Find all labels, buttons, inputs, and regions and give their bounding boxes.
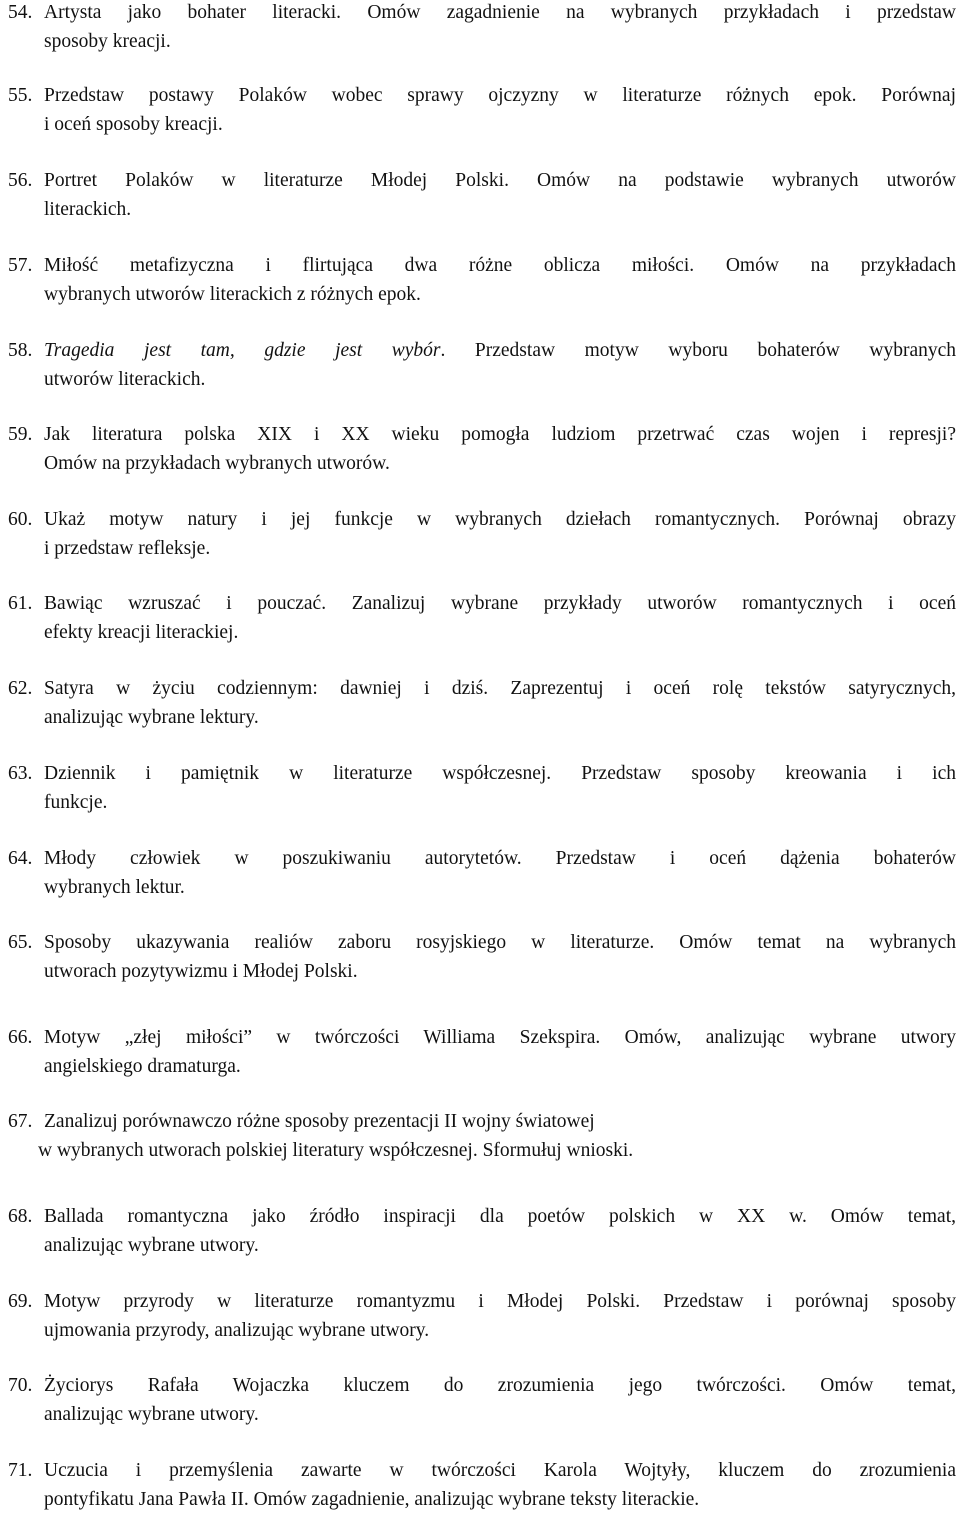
topic-number: 55. [8,85,33,106]
topic-number: 61. [8,593,33,614]
topic-item-69 [8,1288,956,1345]
topic-text-line: . Przedstaw motyw wyboru bohaterów wybranych [440,340,956,361]
topic-text-line: angielskiego dramaturga. [44,1055,241,1077]
topic-italic-quote: Tragedia jest tam, gdzie jest wybór [44,340,441,361]
topic-text-line: analizując wybrane lektury. [44,706,259,728]
topic-text-line: i przedstaw refleksje. [44,537,211,559]
topic-text-line: sposoby kreacji. [44,30,171,52]
topic-text-line: efekty kreacji literackiej. [44,621,239,643]
topic-text-line: Ballada romantyczna jako źródło inspiracji dla poetów polskich w XX w. Omów temat, [44,1206,956,1227]
topic-number: 54. [8,2,33,23]
topic-number: 58. [8,340,33,361]
topic-text-line: Motyw przyrody w literaturze romantyzmu i Młodej Polski. Przedstaw i porównaj sposoby [44,1291,956,1312]
topic-item-57 [8,252,956,309]
topic-text-line: Sposoby ukazywania realiów zaboru rosyjskiego w literaturze. Omów temat na wybranych [44,932,956,953]
topic-text-line: analizując wybrane utwory. [44,1234,259,1256]
topic-text-line: Artysta jako bohater literacki. Omów zagadnienie na wybranych przykładach i przedstaw [44,2,956,23]
topic-item-65 [8,929,956,986]
topic-text-line: Motyw „złej miłości” w twórczości Williama Szekspira. Omów, analizując wybrane utwory [44,1027,956,1048]
topic-text-line: Satyra w życiu codziennym: dawniej i dziś. Zaprezentuj i oceń rolę tekstów satyrycznych, [44,678,956,699]
topic-number: 71. [8,1460,33,1481]
topic-text-line: Zanalizuj porównawczo różne sposoby prezentacji II wojny światowej [44,1111,595,1132]
topic-number: 67. [8,1111,33,1132]
topic-item-63 [8,760,956,817]
topic-text-line: w wybranych utworach polskiej literatury współczesnej. Sformułuj wnioski. [38,1139,634,1161]
topic-item-70 [8,1372,956,1429]
topic-item-66 [8,1024,956,1081]
topic-text-line: i oceń sposoby kreacji. [44,113,223,135]
topic-text-line: Życiorys Rafała Wojaczka kluczem do zrozumienia jego twórczości. Omów temat, [44,1375,956,1396]
topic-text-line: Przedstaw postawy Polaków wobec sprawy ojczyzny w literaturze różnych epok. Porównaj [44,85,956,106]
topic-number: 70. [8,1375,33,1396]
topic-number: 65. [8,932,33,953]
topic-text-line: funkcje. [44,791,108,813]
topic-text-line: Dziennik i pamiętnik w literaturze współczesnej. Przedstaw sposoby kreowania i ich [44,763,956,784]
topic-text-line: Miłość metafizyczna i flirtująca dwa różne oblicza miłości. Omów na przykładach [44,255,956,276]
topic-item-64 [8,845,956,902]
topic-text-line: analizując wybrane utwory. [44,1403,259,1425]
topic-text-line: Portret Polaków w literaturze Młodej Polski. Omów na podstawie wybranych utworów [44,170,956,191]
topic-number: 68. [8,1206,33,1227]
topic-item-61 [8,590,956,647]
topic-text-line: wybranych utworów literackich z różnych epok. [44,283,421,305]
topic-number: 60. [8,509,33,530]
topic-text-line: Młody człowiek w poszukiwaniu autorytetów. Przedstaw i oceń dążenia bohaterów [44,848,956,869]
topic-text-line: Omów na przykładach wybranych utworów. [44,452,390,474]
topic-number: 59. [8,424,33,445]
topic-text-line: literackich. [44,198,132,220]
topic-number: 63. [8,763,33,784]
topic-text-line: ujmowania przyrody, analizując wybrane utwory. [44,1319,430,1341]
topic-item-56 [8,167,956,224]
topic-item-62 [8,675,956,732]
topic-text-line: utworów literackich. [44,368,206,390]
topic-item-71 [8,1457,956,1514]
topic-item-60 [8,506,956,563]
topic-text-line: Jak literatura polska XIX i XX wieku pomogła ludziom przetrwać czas wojen i represji? [44,424,956,445]
topic-item-55 [8,82,956,139]
topic-number: 56. [8,170,33,191]
topic-item-58 [8,337,956,394]
topic-item-54 [8,0,956,56]
topic-number: 62. [8,678,33,699]
topic-number: 57. [8,255,33,276]
topic-number: 64. [8,848,33,869]
topic-text-line: pontyfikatu Jana Pawła II. Omów zagadnienie, analizując wybrane teksty literackie. [44,1488,700,1510]
topic-text-line: Bawiąc wzruszać i pouczać. Zanalizuj wybrane przykłady utworów romantycznych i oceń [44,593,956,614]
topic-text-line: utworach pozytywizmu i Młodej Polski. [44,960,358,982]
topic-item-67 [8,1108,956,1165]
topic-number: 66. [8,1027,33,1048]
topic-number: 69. [8,1291,33,1312]
topic-text-line: wybranych lektur. [44,876,185,898]
topic-text-line: Uczucia i przemyślenia zawarte w twórczości Karola Wojtyły, kluczem do zrozumienia [44,1460,956,1481]
topic-text-line: Ukaż motyw natury i jej funkcje w wybranych dziełach romantycznych. Porównaj obrazy [44,509,956,530]
topic-item-59 [8,421,956,478]
topic-item-68 [8,1203,956,1260]
